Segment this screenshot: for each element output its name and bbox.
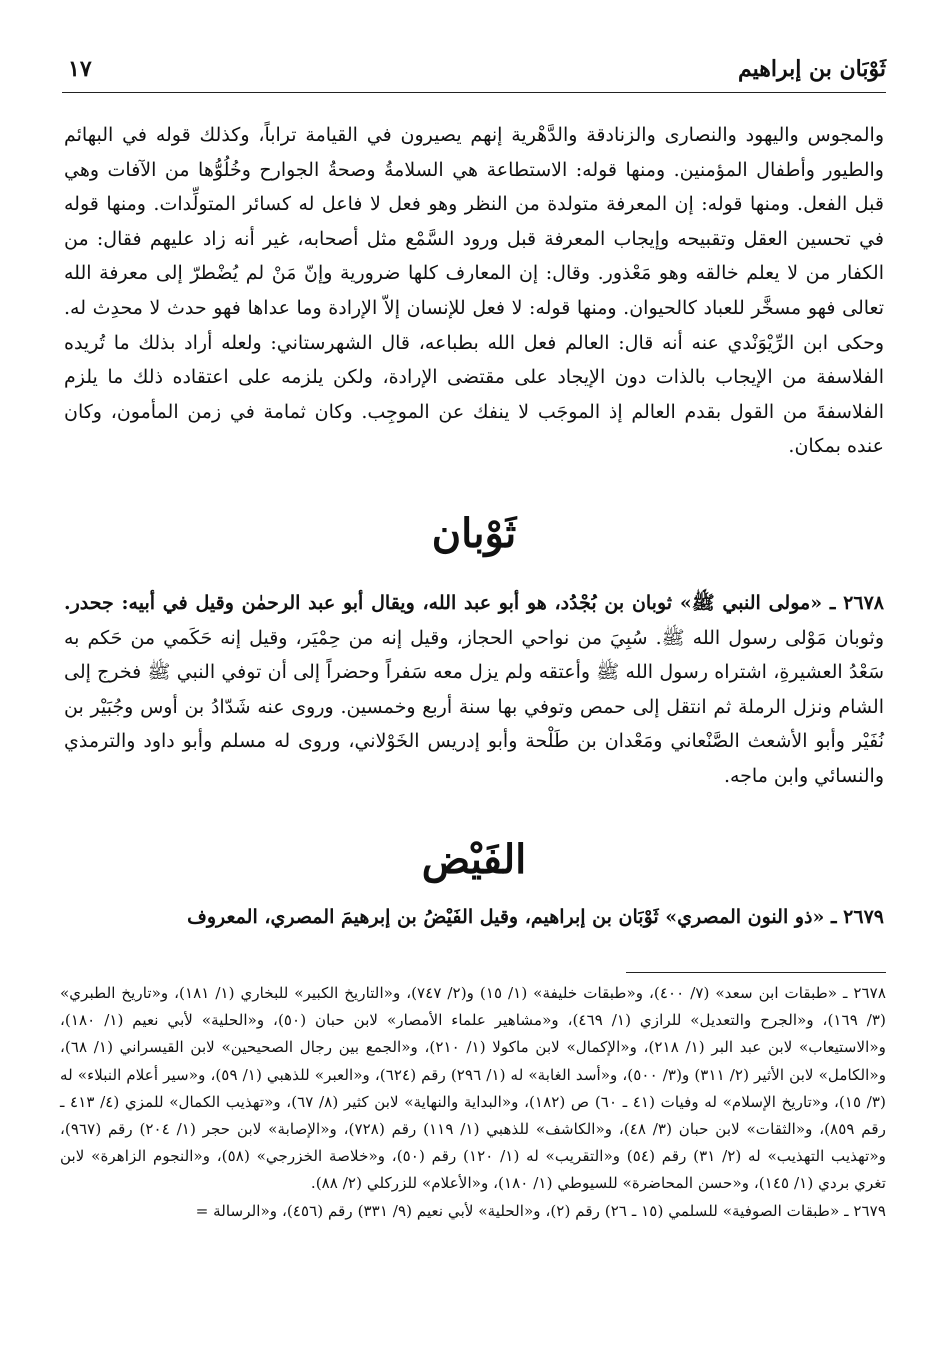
entry-2679-lead: ٢٦٧٩ ـ «ذو النون المصري» ثَوْبَان بن إبراهيم، وقيل الفَيْضُ بن إبرهيمَ المصري، المعروف	[187, 906, 884, 928]
footnote-2679: ٢٦٧٩ ـ «طبقات الصوفية» للسلمي (١٥ ـ ٢٦) رقم (٢)، و«الحلية» لأبي نعيم (٩/ ٣٣١) رقم (٤٥٦)، و«الرسالة =	[195, 1201, 886, 1220]
entry-2678-body: وثوبان مَوْلى رسول الله ﷺ. سُبِيَ من نواحي الحجاز، وقيل إنه من حِمْيَر، وقيل إنه حَكَمي من حَكم به سَعْدُ العشيرةِ، اشتراه رسول الله ﷺ وأعتقه ولم يزل معه سَفراً وحضراً إلى أن توفي النبي ﷺ فخرج إلى الشام ونزل الرملة ثم انتقل إلى حمص وتوفي بها سنة أربع وخمسين. وروى عنه شَدّادُ بن أوس وجُبَيْر بن نُفَيْر وأبو الأشعث الصَّنْعاني ومَعْدان بن طَلْحة وأبو إدريس الخَوْلاني، وروى له مسلم وأبو داود والترمذي والنسائي وابن ماجه.	[64, 626, 884, 787]
intro-paragraph: والمجوس واليهود والنصارى والزنادقة والدَّهْرية إنهم يصيرون في القيامة تراباً، وكذلك قوله في البهائم والطيور وأطفال المؤمنين. ومنها قوله: الاستطاعة هي السلامةُ وصحةُ الجوارح وخُلُوُّها من الآفات وهي قبل الفعل. ومنها قوله: إن المعرفة متولدة من النظر وهو فعل لا فاعل له كسائر المتولِّدات. ومنها قوله في تحسين العقل وتقبيحه وإيجاب المعرفة قبل ورود السَّمْع مثل أصحابه، غير أنه زاد عليهم فقال: من الكفار من لا يعلم خالقه وهو مَعْذور. وقال: إن المعارف كلها ضرورية وإنّ مَنْ لم يُضْطرّ إلى معرفة الله تعالى فهو مسخَّر للعباد كالحيوان. ومنها قوله: لا فعل للإنسان إلاّ الإرادة وما عداها فهو حدث لا محدِث له. وحكى ابن الرِّيْوَنْدي عنه أنه قال: العالم فعل الله بطباعه، قال الشهرستاني: ولعله أراد بذلك ما تُريده الفلاسفة من الإيجاب بالذات دون الإيجاد على مقتضى الإرادة، ولكن يلزمه على اعتقاده ذلك ما يلزم الفلاسفةَ من القول بقدم العالم إذ الموجَب لا ينفك عن الموجِب. وكان ثمامة في زمن المأمون، وكان عنده بمكان.	[64, 124, 884, 458]
running-title: ثَوْبَان بن إبراهيم	[737, 56, 886, 82]
footnote-2678: ٢٦٧٨ ـ «طبقات ابن سعد» (٧/ ٤٠٠)، و«طبقات خليفة» (١/ ١٥) و(٢/ ٧٤٧)، و«التاريخ الكبير» للبخاري (١/ ١٨١)، و«تاريخ الطبري» (٣/ ١٦٩)، و«الجرح والتعديل» للرازي (١/ ٤٦٩)، و«مشاهير علماء الأمصار» لابن حبان (٥٠)، و«الحلية» لأبي نعيم (١/ ١٨٠)، و«الاستيعاب» لابن عبد البر (١/ ٢١٨)، و«الإكمال» لابن ماكولا (١/ ٢١٠)، و«الجمع بين رجال الصحيحين» لابن القيسراني (١/ ٦٨)، و«الكامل» لابن الأثير (٢/ ٣١١) و(٣/ ٥٠٠)، و«أسد الغابة» له (١/ ٢٩٦) رقم (٦٢٤)، و«العبر» للذهبي (١/ ٥٩)، و«سير أعلام النبلاء» له (٣/ ١٥)، و«تاريخ الإسلام» له وفيات (٤١ ـ ٦٠) ص (١٨٢)، و«البداية والنهاية» لابن كثير (٨/ ٦٧)، و«تهذيب الكمال» للمزي (٤/ ٤١٣ ـ رقم ٨٥٩)، و«الثقات» لابن حبان (٣/ ٤٨)، و«الكاشف» للذهبي (١/ ١١٩) رقم (٧٢٨)، و«الإصابة» لابن حجر (١/ ٢٠٤) رقم (٩٦٧)، و«تهذيب التهذيب» له (٢/ ٣١) رقم (٥٤) و«التقريب» له (١/ ١٢٠) رقم (٥٠)، و«خلاصة الخزرجي» (٥٨)، و«النجوم الزاهرة» لابن تغري بردي (١/ ١٤٥)، و«حسن المحاضرة» للسيوطي (١/ ١٨٠)، و«الأعلام» للزركلي (٢/ ٨٨).	[60, 984, 887, 1193]
entry-2678-lead: ٢٦٧٨ ـ «مولى النبي ﷺ» ثوبان بن بُجْدُد، هو أبو عبد الله، ويقال أبو عبد الرحمٰن وقيل في أبيه: جحدر.	[64, 592, 884, 614]
entry-2678-text	[64, 586, 884, 794]
footnote-separator	[626, 972, 886, 973]
running-header	[62, 52, 886, 93]
footnotes	[60, 980, 886, 1225]
entry-2679	[64, 900, 884, 935]
page-number: ١٧	[68, 56, 92, 82]
section-heading-alfayd: الفَيْض	[421, 836, 527, 883]
entry-2678	[64, 586, 884, 794]
section-heading-thawban: ثَوْبان	[431, 510, 517, 557]
intro-paragraph-block	[64, 118, 884, 464]
